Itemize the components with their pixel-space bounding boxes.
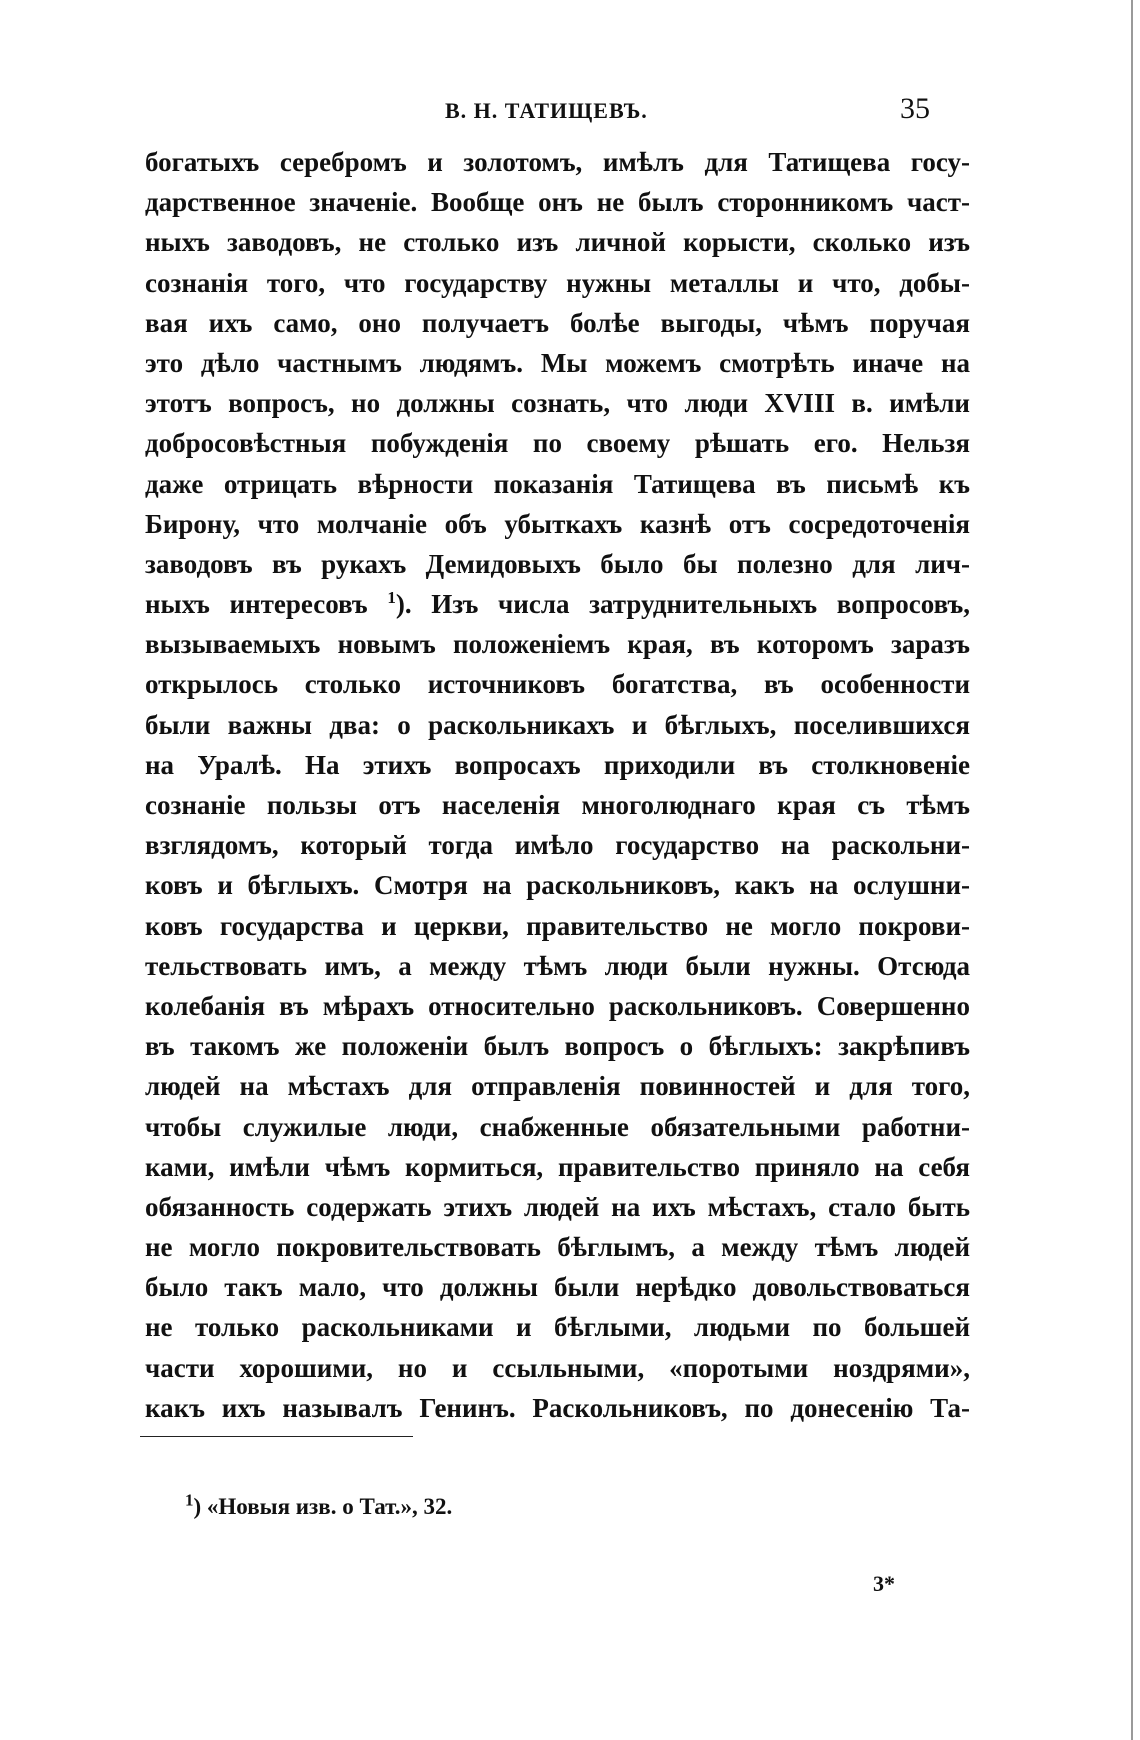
text-line: вызываемыхъ новымъ положеніемъ края, въ которомъ заразъ [145, 629, 970, 660]
text-line: вая ихъ само, оно получаетъ болѣе выгоды, чѣмъ поручая [145, 307, 970, 338]
text-line: были важны два: о раскольникахъ и бѣглыхъ, поселившихся [145, 709, 970, 740]
text-line: этотъ вопросъ, но должны сознать, что люди XVIII в. имѣли [145, 388, 970, 419]
text-line: открылось столько источниковъ богатства, въ особенности [145, 669, 970, 700]
text-line: людей на мѣстахъ для отправленія повинностей и для того, [145, 1071, 970, 1102]
footnote-marker: 1 [185, 1490, 194, 1510]
text-line-with-footnote-ref [145, 584, 970, 624]
text-line: какъ ихъ называлъ Генинъ. Раскольниковъ, по донесенію Та- [145, 1392, 970, 1423]
footnote-reference[interactable]: 1 [387, 588, 396, 608]
text-line: богатыхъ серебромъ и золотомъ, имѣлъ для Татищева госу- [145, 147, 970, 177]
text-line: обязанность содержать этихъ людей на ихъ мѣстахъ, стало быть [145, 1191, 970, 1222]
main-text [145, 142, 970, 1428]
text-line: добросовѣстныя побужденія по своему рѣшать его. Нельзя [145, 428, 970, 459]
text-line: ками, имѣли чѣмъ кормиться, правительство приняло на себя [145, 1151, 970, 1182]
running-title: В. Н. ТАТИЩЕВЪ. [445, 98, 648, 123]
text-line: тельствовать имъ, а между тѣмъ люди были нужны. Отсюда [145, 950, 970, 981]
text-line: на Уралѣ. На этихъ вопросахъ приходили въ столкновеніе [145, 749, 970, 780]
signature-mark: 3* [873, 1571, 895, 1596]
text-line: сознаніе пользы отъ населенія многолюднаго края съ тѣмъ [145, 790, 970, 820]
text-line: въ такомъ же положеніи былъ вопросъ о бѣглыхъ: закрѣпивъ [145, 1031, 970, 1062]
page-number: 35 [900, 92, 930, 125]
text-line: это дѣло частнымъ людямъ. Мы можемъ смотрѣть иначе на [145, 347, 970, 378]
text-line: сознанія того, что государству нужны металлы и что, добы- [145, 267, 970, 298]
text-line: ковъ государства и церкви, правительство не могло покрови- [145, 910, 970, 941]
text-line: было такъ мало, что должны были нерѣдко довольствоваться [145, 1272, 970, 1303]
text-line: заводовъ въ рукахъ Демидовыхъ было бы полезно для лич- [145, 548, 970, 579]
text-line: даже отрицать вѣрности показанія Татищева въ письмѣ къ [145, 468, 970, 499]
page-edge-shadow [1131, 0, 1133, 1740]
text-line: взглядомъ, который тогда имѣло государство на раскольни- [145, 830, 970, 861]
text-line: не могло покровительствовать бѣглымъ, а между тѣмъ людей [145, 1232, 970, 1263]
text-line: чтобы служилые люди, снабженные обязательными работни- [145, 1111, 970, 1142]
footnote [185, 1490, 453, 1520]
text-line: дарственное значеніе. Вообще онъ не былъ сторонникомъ част- [145, 187, 970, 218]
text-line: ковъ и бѣглыхъ. Смотря на раскольниковъ, какъ на ослушни- [145, 870, 970, 901]
text-line: Бирону, что молчаніе объ убыткахъ казнѣ отъ сосредоточенія [145, 508, 970, 539]
running-header [0, 88, 1140, 128]
footnote-divider [140, 1436, 413, 1437]
footnote-text: ) «Новыя изв. о Тат.», 32. [193, 1494, 453, 1519]
text-line: колебанія въ мѣрахъ относительно раскольниковъ. Совершенно [145, 990, 970, 1021]
text-line: не только раскольниками и бѣглыми, людьми по большей [145, 1312, 970, 1343]
text-fragment: ). Изъ числа затруднительныхъ вопросовъ, [395, 589, 970, 620]
text-line: части хорошими, но и ссыльными, «поротыми ноздрями», [145, 1352, 970, 1383]
text-line: ныхъ заводовъ, не столько изъ личной корысти, сколько изъ [145, 227, 970, 258]
text-fragment: ныхъ интересовъ [145, 589, 368, 620]
